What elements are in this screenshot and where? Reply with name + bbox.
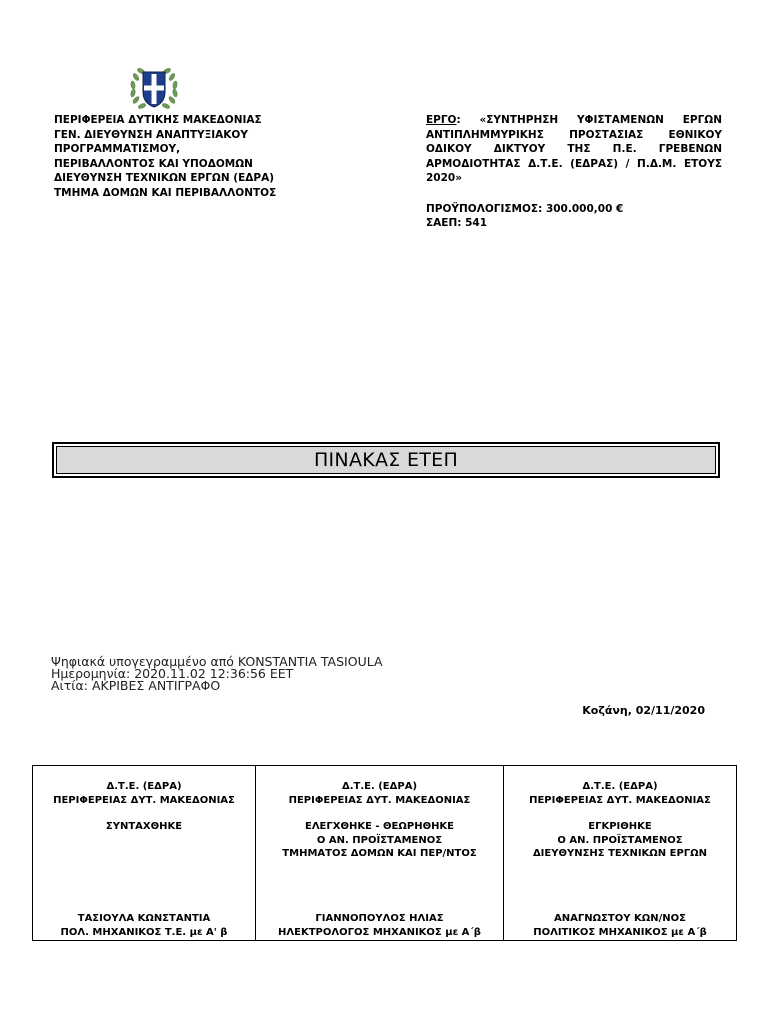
action-line: ΤΜΗΜΑΤΟΣ ΔΟΜΩΝ ΚΑΙ ΠΕΡ/ΝΤΟΣ [282,848,477,859]
project-label: ΕΡΓΟ [426,114,457,126]
document-title: ΠΙΝΑΚΑΣ ΕΤΕΠ [56,446,716,474]
document-title-box [52,442,720,478]
action-line: Ο ΑΝ. ΠΡΟΪΣΤΑΜΕΝΟΣ [557,834,683,846]
action-line: ΕΛΕΓΧΘΗΚΕ - ΘΕΩΡΗΘΗΚΕ [304,821,455,832]
signature-column-approved [503,766,736,940]
dept-line: ΠΕΡΙΦΕΡΕΙΑΣ ΔΥΤ. ΜΑΚΕΔΟΝΙΑΣ [529,794,711,806]
signature-signer: Ψηφιακά υπογεγραμμένο από KONSTANTIA TASIOULA [51,654,383,669]
authority-line: ΠΡΟΓΡΑΜΜΑΤΙΣΜΟΥ, [54,143,181,155]
action-line: ΔΙΕΥΘΥΝΣΗΣ ΤΕΧΝΙΚΩΝ ΕΡΓΩΝ [532,848,708,859]
project-saep: ΣΑΕΠ: 541 [426,217,488,229]
action-line: ΕΓΚΡΙΘΗΚΕ [588,821,652,832]
project-budget: ΠΡΟΫΠΟΛΟΓΙΣΜΟΣ: 300.000,00 € [426,202,624,215]
signature-column-compiled [33,766,255,940]
signer-name: ΓΙΑΝΝΟΠΟΥΛΟΣ ΗΛΙΑΣ [315,913,444,924]
authority-line: ΔΙΕΥΘΥΝΣΗ ΤΕΧΝΙΚΩΝ ΕΡΓΩΝ (ΕΔΡΑ) [54,172,275,184]
authority-line: ΠΕΡΙΦΕΡΕΙΑ ΔΥΤΙΚΗΣ ΜΑΚΕΔΟΝΙΑΣ [54,114,262,126]
place-date: Κοζάνη, 02/11/2020 [582,704,705,717]
signature-date: Ημερομηνία: 2020.11.02 12:36:56 EET [51,666,294,681]
action-line: ΣΥΝΤΑΧΘΗΚΕ [105,821,183,832]
signature-column-checked [255,766,503,940]
greek-emblem-logo [127,66,181,112]
digital-signature-stamp [51,656,471,692]
signer-role: ΠΟΛΙΤΙΚΟΣ ΜΗΧΑΝΙΚΟΣ με Α΄β [533,926,707,938]
signature-reason: Αιτία: ΑΚΡΙΒΕΣ ΑΝΤΙΓΡΑΦΟ [51,678,221,693]
signatures-table [32,765,737,941]
action-line: Ο ΑΝ. ΠΡΟΪΣΤΑΜΕΝΟΣ [316,834,443,846]
project-info [426,113,722,231]
project-colon: : [456,114,461,126]
signer-name: ΑΝΑΓΝΩΣΤΟΥ ΚΩΝ/ΝΟΣ [554,913,686,924]
dept-line: ΠΕΡΙΦΕΡΕΙΑΣ ΔΥΤ. ΜΑΚΕΔΟΝΙΑΣ [288,794,471,806]
authority-line: ΓΕΝ. ΔΙΕΥΘΥΝΣΗ ΑΝΑΠΤΥΞΙΑΚΟΥ [54,128,248,141]
project-title: «ΣΥΝΤΗΡΗΣΗ ΥΦΙΣΤΑΜΕΝΩΝ ΕΡΓΩΝ ΑΝΤΙΠΛΗΜΜΥΡΙΚΗΣ ΠΡΟΣΤΑΣΙΑΣ ΕΘΝΙΚΟΥ ΟΔΙΚΟΥ ΔΙΚΤΥΟΥ ΤΗΣ Π.Ε. ΓΡΕΒΕΝΩΝ ΑΡΜΟΔΙΟΤΗΤΑΣ Δ.Τ.Ε. (ΕΔΡΑΣ) / Π.Δ.Μ. ΕΤΟΥΣ 2020» [426,114,722,184]
signer-role: ΠΟΛ. ΜΗΧΑΝΙΚΟΣ Τ.Ε. με Α' β [60,926,228,938]
authority-line: ΠΕΡΙΒΑΛΛΟΝΤΟΣ ΚΑΙ ΥΠΟΔΟΜΩΝ [54,157,253,170]
signer-role: ΗΛΕΚΤΡΟΛΟΓΟΣ ΜΗΧΑΝΙΚΟΣ με Α΄β [278,926,481,938]
dept-line: Δ.Τ.Ε. (ΕΔΡΑ) [341,781,418,792]
authority-line: ΤΜΗΜΑ ΔΟΜΩΝ ΚΑΙ ΠΕΡΙΒΑΛΛΟΝΤΟΣ [54,186,277,199]
project-description [426,113,722,186]
dept-line: ΠΕΡΙΦΕΡΕΙΑΣ ΔΥΤ. ΜΑΚΕΔΟΝΙΑΣ [53,794,235,806]
dept-line: Δ.Τ.Ε. (ΕΔΡΑ) [582,781,658,792]
issuing-authority [54,113,314,200]
signer-name: ΤΑΣΙΟΥΛΑ ΚΩΝΣΤΑΝΤΙΑ [77,913,211,924]
dept-line: Δ.Τ.Ε. (ΕΔΡΑ) [106,781,182,792]
